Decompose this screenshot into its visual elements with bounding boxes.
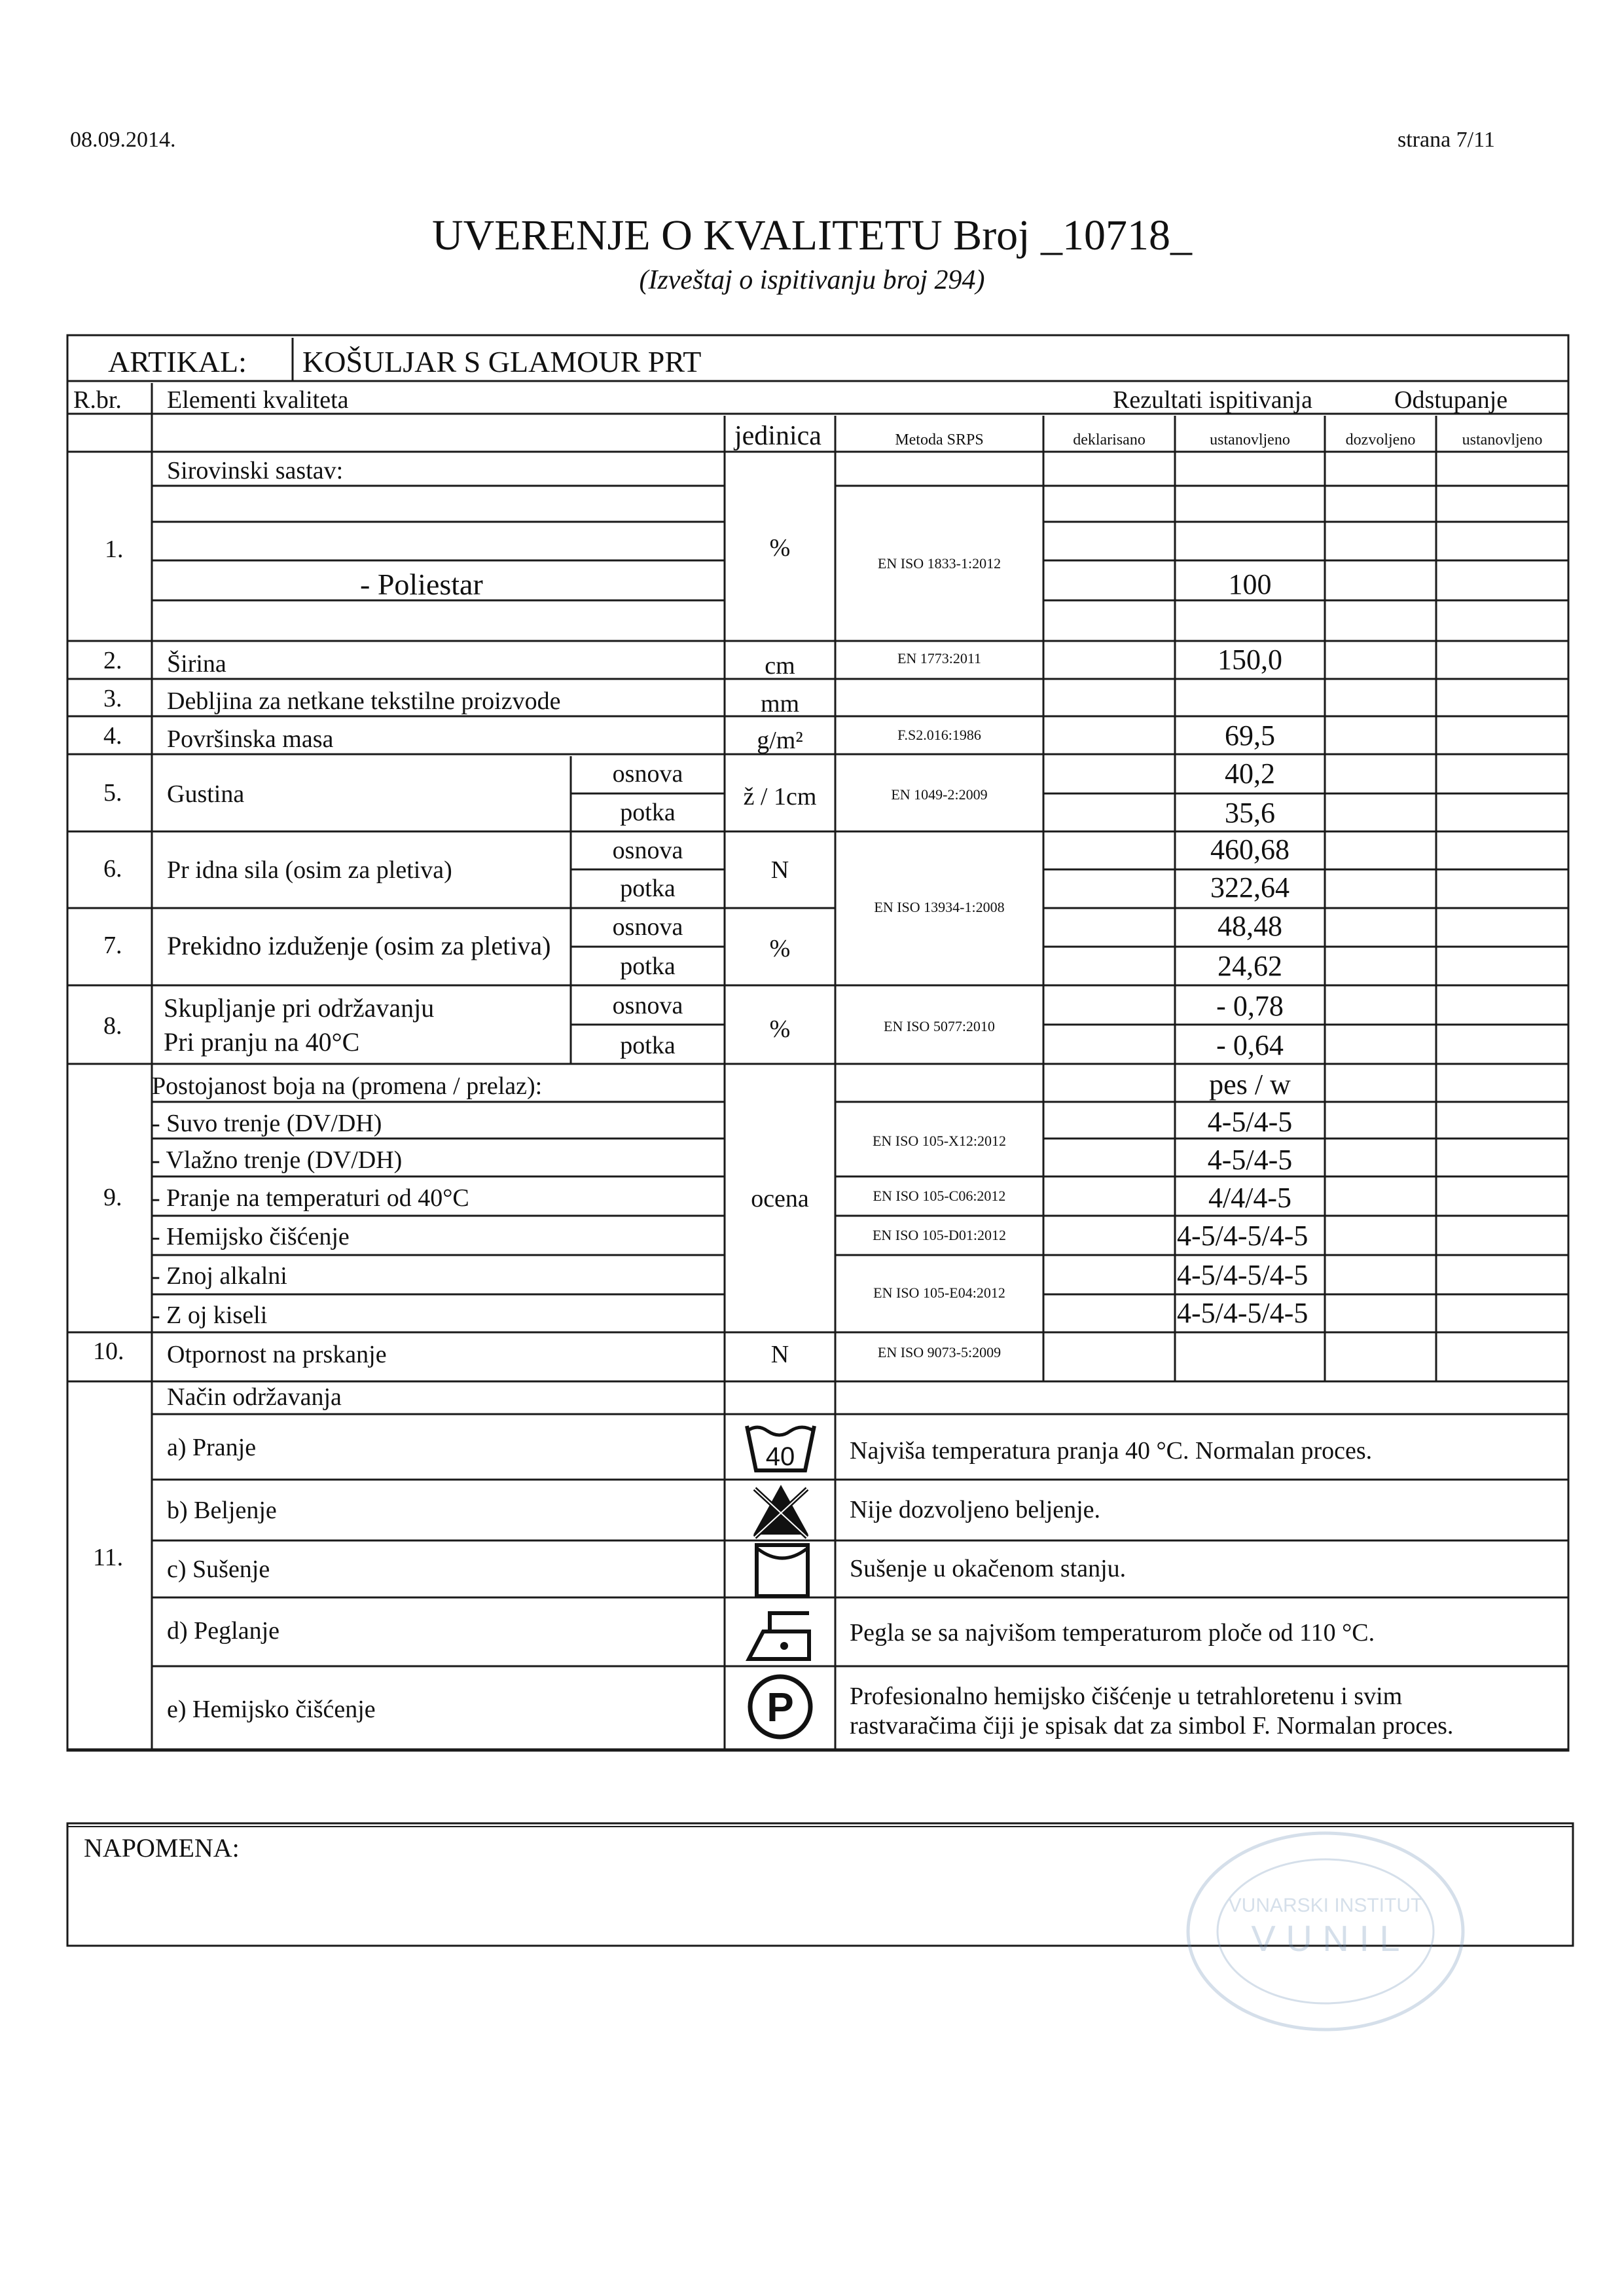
row-10-unit: N	[770, 1341, 789, 1368]
row-9-unit: ocena	[751, 1185, 809, 1212]
care-desc-bleach: Nije dozvoljeno beljenje.	[850, 1496, 1101, 1523]
col-results: Rezultati ispitivanja	[1113, 386, 1312, 414]
row-2-unit: cm	[765, 652, 795, 680]
row-5-unit: ž / 1cm	[743, 783, 817, 811]
row-7-warp-label: osnova	[612, 913, 683, 941]
row-9-item-dry-rub: - Suvo trenje (DV/DH)	[152, 1110, 382, 1137]
care-desc-wash: Najviša temperatura pranja 40 °C. Normalan proces.	[850, 1437, 1373, 1465]
col-deviation: Odstupanje	[1394, 386, 1508, 414]
row-9-item-sweat-alkaline: - Znoj alkalni	[152, 1262, 287, 1290]
row-4-unit: g/m²	[757, 727, 803, 754]
row-9-method-rub: EN ISO 105-X12:2012	[872, 1133, 1007, 1149]
row-6-weft-label: potka	[620, 875, 676, 902]
report-date: 08.09.2014.	[70, 128, 176, 152]
row-2-value: 150,0	[1218, 644, 1282, 676]
row-4-method: F.S2.016:1986	[897, 727, 981, 743]
row-9-method-wash: EN ISO 105-C06:2012	[873, 1188, 1006, 1204]
row-4-value: 69,5	[1225, 720, 1275, 752]
row-7-unit: %	[769, 935, 791, 962]
row-9-item-dryclean: - Hemijsko čišćenje	[152, 1223, 350, 1250]
wash-40-icon	[743, 1419, 818, 1475]
row-5-warp-value: 40,2	[1225, 757, 1275, 790]
col-elements: Elementi kvaliteta	[167, 386, 349, 414]
row-8-name-line1: Skupljanje pri održavanju	[164, 993, 435, 1023]
row-8-number: 8.	[103, 1012, 122, 1040]
row-9-value-sweat-alkaline: 4-5/4-5/4-5	[1177, 1259, 1308, 1291]
row-1-unit: %	[769, 534, 791, 562]
row-6-7-method: EN ISO 13934-1:2008	[874, 899, 1005, 915]
row-2-number: 2.	[103, 647, 122, 674]
care-label-dryclean: e) Hemijsko čišćenje	[167, 1696, 376, 1723]
row-6-warp-value: 460,68	[1210, 833, 1290, 866]
no-bleach-icon	[748, 1481, 814, 1540]
row-5-number: 5.	[103, 779, 122, 807]
col-determined: ustanovljeno	[1210, 431, 1290, 448]
care-label-bleach: b) Beljenje	[167, 1497, 277, 1524]
row-6-name: Pr idna sila (osim za pletiva)	[167, 856, 452, 884]
row-10-name: Otpornost na prskanje	[167, 1341, 387, 1368]
row-7-name: Prekidno izduženje (osim za pletiva)	[167, 931, 551, 960]
row-7-weft-value: 24,62	[1218, 950, 1282, 982]
line-dry-icon	[753, 1541, 812, 1600]
row-9-value-wet-rub: 4-5/4-5	[1207, 1144, 1293, 1176]
article-label: ARTIKAL:	[108, 345, 247, 378]
care-label-wash: a) Pranje	[167, 1434, 257, 1461]
care-desc-iron: Pegla se sa najvišom temperaturom ploče od 110 °C.	[850, 1619, 1375, 1647]
row-9-method-dryclean: EN ISO 105-D01:2012	[872, 1227, 1007, 1243]
row-8-name-line2: Pri pranju na 40°C	[164, 1027, 360, 1057]
row-9-value-dry-rub: 4-5/4-5	[1207, 1106, 1293, 1138]
row-2-name: Širina	[167, 650, 226, 678]
row-11-title: Način održavanja	[167, 1383, 342, 1411]
institute-stamp	[1178, 1820, 1473, 2043]
dry-clean-letter: P	[767, 1685, 794, 1730]
col-unit: jedinica	[734, 421, 821, 451]
row-5-weft-value: 35,6	[1225, 797, 1275, 829]
care-label-iron: d) Peglanje	[167, 1617, 280, 1645]
row-9-method-sweat: EN ISO 105-E04:2012	[873, 1285, 1005, 1301]
row-8-method: EN ISO 5077:2010	[884, 1018, 995, 1034]
col-declared: deklarisano	[1073, 431, 1146, 448]
dry-clean-p-icon	[746, 1673, 815, 1741]
row-4-number: 4.	[103, 722, 122, 750]
note-label: NAPOMENA:	[84, 1833, 240, 1863]
row-1-title: Sirovinski sastav:	[167, 457, 344, 484]
col-allowed: dozvoljeno	[1345, 431, 1416, 448]
col-rbr: R.br.	[73, 386, 122, 414]
iron-one-dot-icon	[744, 1605, 819, 1664]
row-3-unit: mm	[760, 690, 800, 718]
stamp-line-2: V U N I L	[1251, 1918, 1400, 1959]
col-determined-2: ustanovljeno	[1462, 431, 1543, 448]
row-1-method: EN ISO 1833-1:2012	[877, 555, 1001, 572]
row-6-warp-label: osnova	[612, 837, 683, 864]
document-title: UVERENJE O KVALITETU Broj _10718_	[431, 211, 1193, 259]
row-9-item-wash: - Pranje na temperaturi od 40°C	[152, 1184, 469, 1212]
row-5-method: EN 1049-2:2009	[891, 786, 988, 803]
row-5-name: Gustina	[167, 780, 245, 808]
row-6-unit: N	[770, 856, 789, 884]
row-9-title: Postojanost boja na (promena / prelaz):	[152, 1072, 543, 1100]
row-6-number: 6.	[103, 855, 122, 883]
row-6-weft-value: 322,64	[1210, 871, 1290, 903]
row-3-name: Debljina za netkane tekstilne proizvode	[167, 687, 561, 715]
row-9-item-wet-rub: - Vlažno trenje (DV/DH)	[152, 1146, 403, 1174]
row-8-weft-value: - 0,64	[1216, 1029, 1284, 1061]
care-desc-dryclean-line2: rastvaračima čiji je spisak dat za simbol F. Normalan proces.	[850, 1712, 1454, 1740]
wash-temp-label: 40	[765, 1442, 795, 1471]
row-9-item-sweat-acid: - Z oj kiseli	[152, 1302, 268, 1329]
stamp-line-1: VUNARSKI INSTITUT	[1228, 1895, 1423, 1916]
row-1-value: 100	[1228, 568, 1272, 600]
row-8-warp-label: osnova	[612, 992, 683, 1019]
row-7-weft-label: potka	[620, 953, 676, 980]
row-9-value-sweat-acid: 4-5/4-5/4-5	[1177, 1297, 1308, 1329]
row-10-method: EN ISO 9073-5:2009	[877, 1344, 1001, 1360]
row-9-title-value: pes / w	[1209, 1068, 1291, 1101]
row-2-method: EN 1773:2011	[897, 650, 982, 666]
row-9-value-dryclean: 4-5/4-5/4-5	[1177, 1220, 1308, 1252]
row-8-warp-value: - 0,78	[1216, 990, 1284, 1022]
row-7-number: 7.	[103, 932, 122, 959]
row-5-weft-label: potka	[620, 799, 676, 826]
row-4-name: Površinska masa	[167, 725, 334, 753]
page-number: strana 7/11	[1398, 128, 1495, 152]
article-name: KOŠULJAR S GLAMOUR PRT	[302, 345, 702, 378]
row-7-warp-value: 48,48	[1218, 910, 1282, 942]
row-8-weft-label: potka	[620, 1032, 676, 1059]
row-10-number: 10.	[93, 1338, 124, 1365]
row-8-unit: %	[769, 1015, 791, 1043]
row-5-warp-label: osnova	[612, 760, 683, 788]
row-1-number: 1.	[105, 536, 124, 563]
document-subtitle: (Izveštaj o ispitivanju broj 294)	[639, 265, 985, 295]
care-desc-dryclean-line1: Profesionalno hemijsko čišćenje u tetrahloretenu i svim	[850, 1683, 1403, 1710]
col-method: Metoda SRPS	[895, 431, 984, 448]
row-9-value-wash: 4/4/4-5	[1208, 1182, 1292, 1214]
care-desc-dry: Sušenje u okačenom stanju.	[850, 1555, 1127, 1582]
row-3-number: 3.	[103, 685, 122, 712]
care-label-dry: c) Sušenje	[167, 1556, 270, 1583]
row-9-number: 9.	[103, 1184, 122, 1211]
row-11-number: 11.	[93, 1544, 124, 1571]
row-1-item: - Poliestar	[360, 568, 483, 601]
